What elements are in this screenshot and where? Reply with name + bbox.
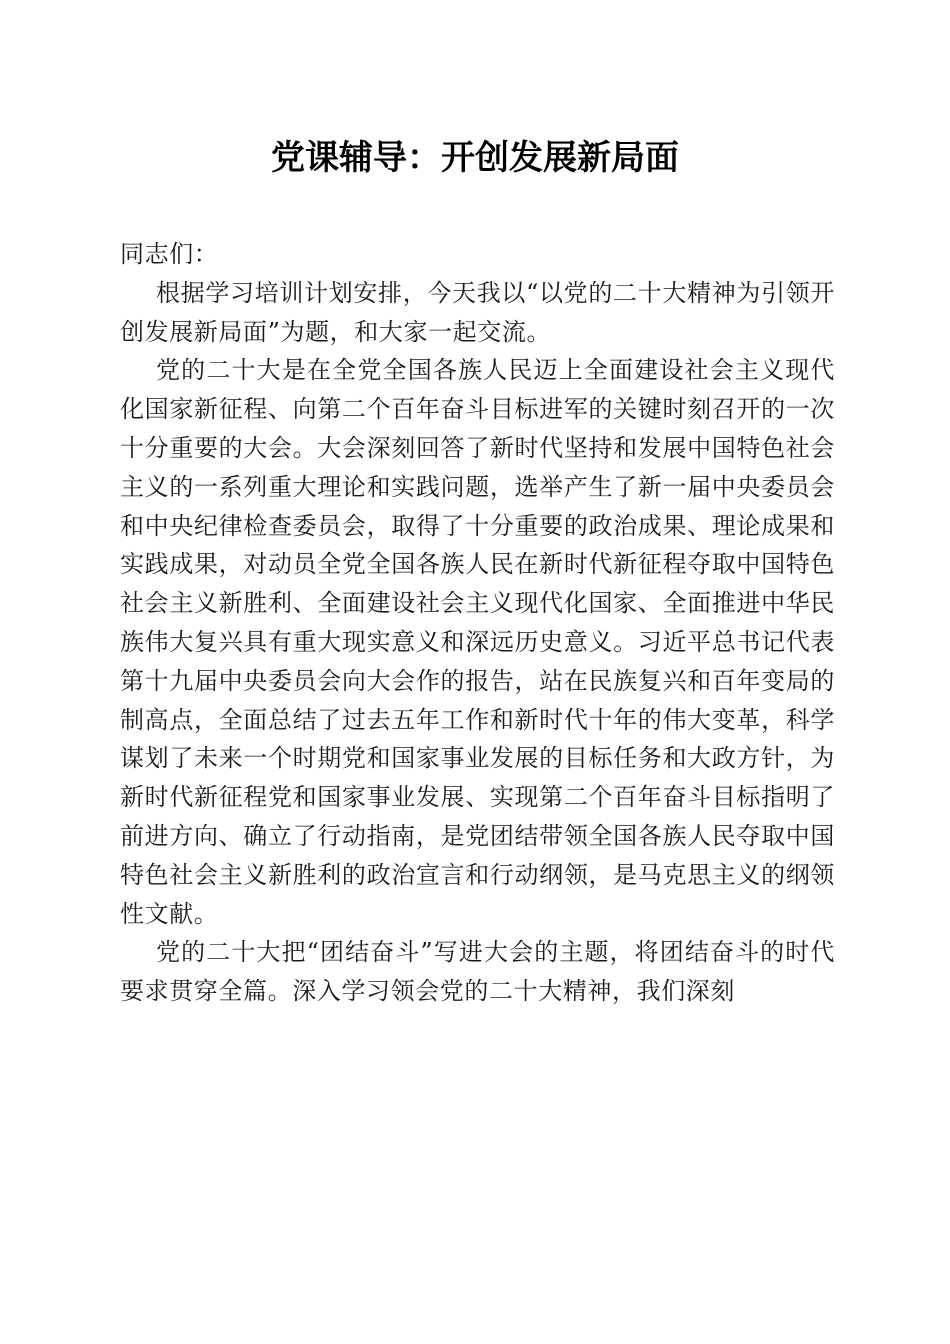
paragraph: 根据学习培训计划安排，今天我以“以党的二十大精神为引领开创发展新局面”为题，和大家一起交流。 <box>120 278 835 346</box>
salutation: 同志们： <box>120 240 219 268</box>
page-title: 党课辅导：开创发展新局面 <box>271 138 679 178</box>
document-body <box>120 235 835 1011</box>
paragraph: 党的二十大把“团结奋斗”写进大会的主题，将团结奋斗的时代要求贯穿全篇。深入学习领会党的二十大精神，我们深刻 <box>120 938 835 1006</box>
paragraph: 党的二十大是在全党全国各族人民迈上全面建设社会主义现代化国家新征程、向第二个百年奋斗目标进军的关键时刻召开的一次十分重要的大会。大会深刻回答了新时代坚持和发展中国特色社会主义的一系列重大理论和实践问题，选举产生了新一届中央委员会和中央纪律检查委员会，取得了十分重要的政治成果、理论成果和实践成果，对动员全党全国各族人民在新时代新征程夺取中国特色社会主义新胜利、全面建设社会主义现代化国家、全面推进中华民族伟大复兴具有重大现实意义和深远历史意义。习近平总书记代表第十九届中央委员会向大会作的报告，站在民族复兴和百年变局的制高点，全面总结了过去五年工作和新时代十年的伟大变革，科学谋划了未来一个时期党和国家事业发展的目标任务和大政方针，为新时代新征程党和国家事业发展、实现第二个百年奋斗目标指明了前进方向、确立了行动指南，是党团结带领全国各族人民夺取中国特色社会主义新胜利的政治宣言和行动纲领，是马克思主义的纲领性文献。 <box>120 356 835 928</box>
